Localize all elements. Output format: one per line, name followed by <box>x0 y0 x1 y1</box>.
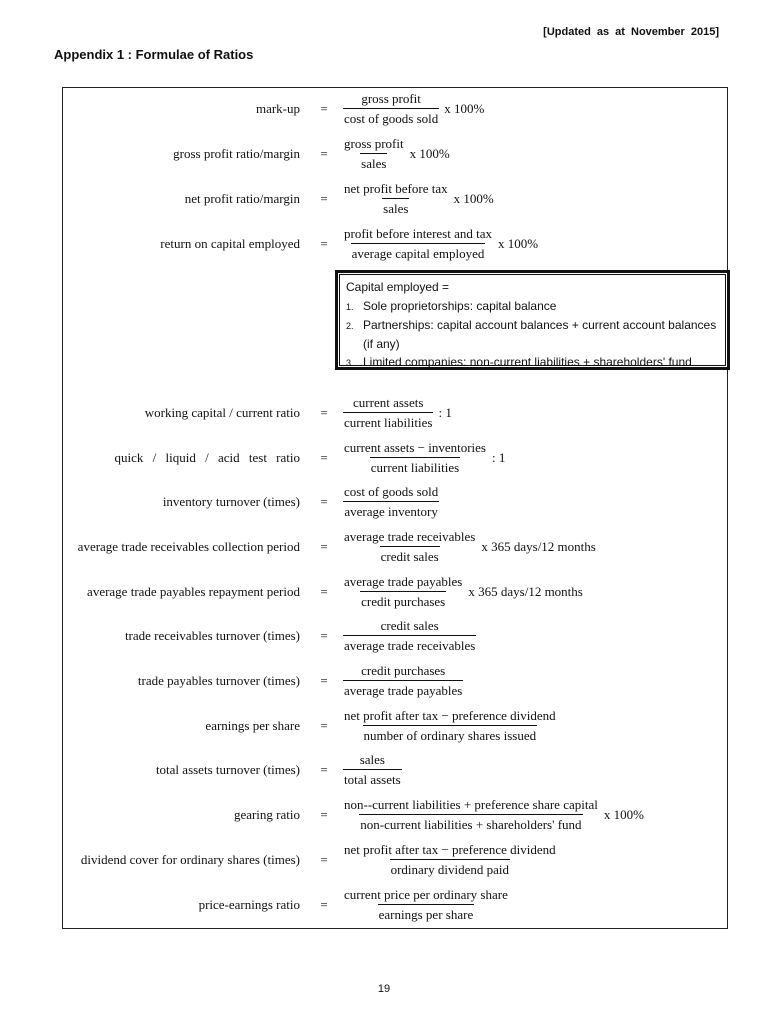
denominator: total assets <box>343 769 402 788</box>
ratio-formula <box>343 706 562 746</box>
ratio-formula <box>343 840 562 880</box>
numerator: gross profit <box>361 91 421 106</box>
ratio-row <box>63 750 727 790</box>
formula-suffix: x 100% <box>444 101 485 116</box>
list-number: 1. <box>346 301 354 312</box>
list-text: Limited companies: non-current liabilities + shareholders' fund <box>363 355 692 369</box>
list-text: Partnerships: capital account balances + current account balances (if any) <box>363 318 717 351</box>
denominator: current liabilities <box>370 457 460 476</box>
equals-sign: = <box>320 191 328 206</box>
equals-sign: = <box>320 584 328 599</box>
denominator: credit sales <box>380 546 440 565</box>
formula-suffix: x 100% <box>603 807 644 822</box>
equals-sign: = <box>320 807 328 822</box>
fraction <box>343 574 463 610</box>
ratio-formula <box>343 661 468 701</box>
ratio-label: mark-up <box>255 101 300 116</box>
ratio-row <box>63 134 727 174</box>
equals-sign: = <box>320 628 328 643</box>
fraction <box>343 663 463 699</box>
fraction <box>343 395 433 431</box>
ratio-formula <box>343 393 452 433</box>
fraction <box>343 752 402 788</box>
fraction <box>343 136 405 172</box>
equals-sign: = <box>320 450 328 465</box>
ratio-label: trade receivables turnover (times) <box>124 628 300 643</box>
equals-sign: = <box>320 673 328 688</box>
formulae-table <box>62 87 728 929</box>
equals-sign: = <box>320 539 328 554</box>
fraction <box>343 484 439 520</box>
denominator: sales <box>360 153 387 172</box>
ratio-formula <box>343 572 583 612</box>
denominator: credit purchases <box>360 591 446 610</box>
fraction <box>343 887 509 923</box>
formula-suffix: x 100% <box>409 146 450 161</box>
list-number: 3. <box>346 358 354 368</box>
equals-sign: = <box>320 236 328 251</box>
ratio-row <box>63 840 727 880</box>
denominator: non-current liabilities + shareholders' fund <box>359 814 582 833</box>
numerator: current assets − inventories <box>344 440 486 455</box>
formula-suffix: x 365 days/12 months <box>481 539 596 554</box>
ratio-label: quick / liquid / acid test ratio <box>114 450 300 465</box>
ratio-formula <box>343 795 644 835</box>
equals-sign: = <box>320 897 328 912</box>
ratio-row <box>63 706 727 746</box>
numerator: net profit after tax − preference dividend <box>344 842 556 857</box>
numerator: credit sales <box>380 618 439 633</box>
ratio-label: gearing ratio <box>233 807 300 822</box>
fraction <box>343 529 476 565</box>
equals-sign: = <box>320 762 328 777</box>
equals-sign: = <box>320 101 328 116</box>
ratio-label: working capital / current ratio <box>144 405 300 420</box>
formula-suffix: : 1 <box>438 405 452 420</box>
denominator: average trade receivables <box>343 635 476 654</box>
ratio-row <box>63 393 727 433</box>
fraction <box>343 618 476 654</box>
page-title: Appendix 1 : Formulae of Ratios <box>54 47 254 62</box>
numerator: current price per ordinary share <box>344 887 508 902</box>
ratio-formula <box>343 89 484 129</box>
numerator: cost of goods sold <box>344 484 439 499</box>
ratio-formula <box>343 438 505 478</box>
denominator: number of ordinary shares issued <box>363 725 538 744</box>
ratio-label: earnings per share <box>205 718 300 733</box>
equals-sign: = <box>320 405 328 420</box>
fraction <box>343 797 599 833</box>
ratio-label: total assets turnover (times) <box>155 762 300 777</box>
ratio-label: average trade payables repayment period <box>87 584 300 599</box>
ratio-formula <box>343 527 596 567</box>
formula-suffix: x 365 days/12 months <box>468 584 583 599</box>
fraction <box>343 440 487 476</box>
note-list <box>346 297 719 373</box>
ratio-label: dividend cover for ordinary shares (times) <box>80 852 300 867</box>
formula-suffix: x 100% <box>453 191 494 206</box>
numerator: sales <box>359 752 385 767</box>
ratio-row <box>63 885 727 925</box>
fraction <box>343 708 557 744</box>
denominator: average inventory <box>343 501 438 520</box>
capital-employed-note <box>335 270 730 370</box>
equals-sign: = <box>320 718 328 733</box>
numerator: net profit after tax − preference dividend <box>344 708 556 723</box>
denominator: sales <box>382 198 409 217</box>
equals-sign: = <box>320 146 328 161</box>
ratio-label: price-earnings ratio <box>198 897 300 912</box>
ratio-formula <box>343 885 514 925</box>
ratio-label: inventory turnover (times) <box>162 494 300 509</box>
updated-note: [Updated as at November 2015] <box>543 26 719 38</box>
numerator: net profit before tax <box>344 181 448 196</box>
ratio-row <box>63 795 727 835</box>
ratio-formula <box>343 482 444 522</box>
ratio-formula <box>343 616 481 656</box>
numerator: non--current liabilities + preference share capital <box>344 797 598 812</box>
ratio-label: return on capital employed <box>160 236 300 251</box>
fraction <box>343 181 449 217</box>
ratio-label: net profit ratio/margin <box>184 191 300 206</box>
ratio-label: trade payables turnover (times) <box>137 673 300 688</box>
note-title: Capital employed = <box>346 280 450 294</box>
page-number: 19 <box>377 983 391 995</box>
fraction <box>343 842 557 878</box>
numerator: profit before interest and tax <box>344 226 492 241</box>
numerator: credit purchases <box>361 663 446 678</box>
formula-suffix: : 1 <box>491 450 506 465</box>
denominator: current liabilities <box>343 412 433 431</box>
denominator: average trade payables <box>343 680 463 699</box>
ratio-formula <box>343 179 494 219</box>
denominator: ordinary dividend paid <box>390 859 510 878</box>
ratio-row <box>63 89 727 129</box>
ratio-row <box>63 572 727 612</box>
ratio-row <box>63 438 727 478</box>
ratio-label: average trade receivables collection period <box>77 539 300 554</box>
ratio-row <box>63 616 727 656</box>
ratio-label: gross profit ratio/margin <box>173 146 300 161</box>
denominator: earnings per share <box>378 904 475 923</box>
ratio-row <box>63 482 727 522</box>
numerator: current assets <box>353 395 424 410</box>
ratio-row <box>63 661 727 701</box>
ratio-formula <box>343 750 407 790</box>
numerator: average trade receivables <box>344 529 476 544</box>
equals-sign: = <box>320 494 328 509</box>
ratio-row <box>63 224 727 264</box>
ratio-formula <box>343 224 538 264</box>
fraction <box>343 226 493 262</box>
numerator: average trade payables <box>344 574 463 589</box>
list-text: Sole proprietorships: capital balance <box>363 298 557 313</box>
equals-sign: = <box>320 852 328 867</box>
ratio-row <box>63 179 727 219</box>
ratio-row <box>63 527 727 567</box>
denominator: cost of goods sold <box>343 108 439 127</box>
fraction <box>343 91 439 127</box>
ratio-formula <box>343 134 450 174</box>
list-number: 2. <box>346 321 354 331</box>
list-item <box>346 353 719 373</box>
formula-suffix: x 100% <box>498 236 539 251</box>
list-item <box>346 297 719 317</box>
denominator: average capital employed <box>351 243 486 262</box>
list-item <box>346 316 719 353</box>
numerator: gross profit <box>344 136 404 151</box>
